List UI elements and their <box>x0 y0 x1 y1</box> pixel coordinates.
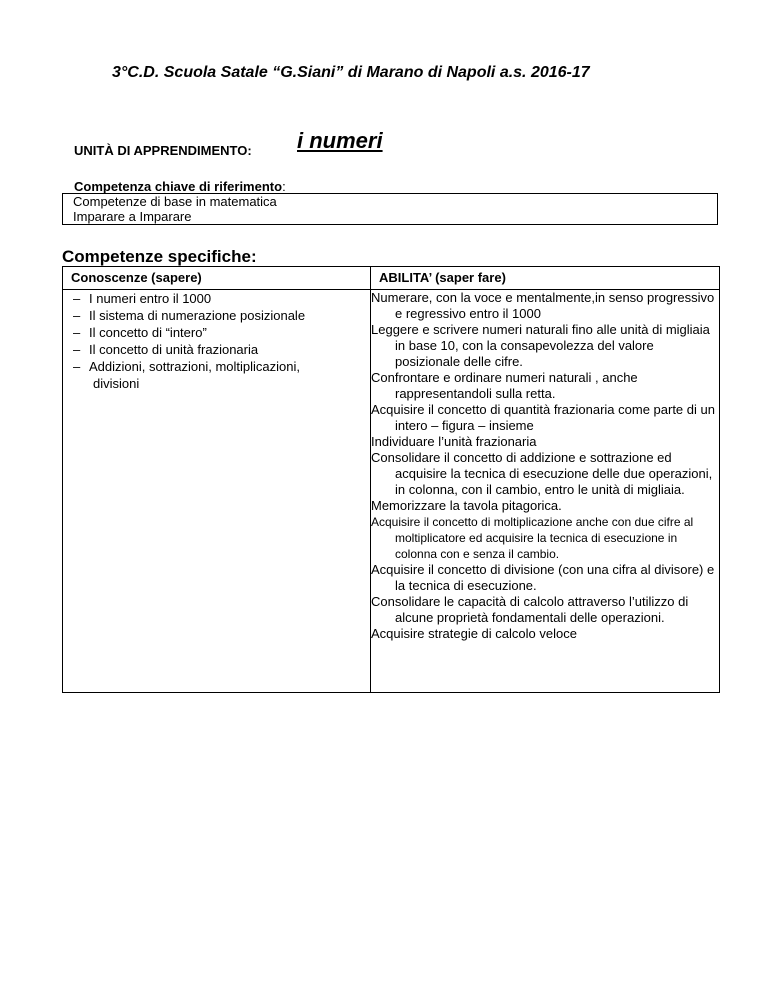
skill-item: Numerare, con la voce e mentalmente,in senso progressivo e regressivo entro il 1000 <box>371 290 715 321</box>
key-competence-item: Imparare a Imparare <box>73 209 192 224</box>
document-header: 3°C.D. Scuola Satale “G.Siani” di Marano di Napoli a.s. 2016-17 <box>112 64 590 81</box>
knowledge-item: – Il concetto di “intero” <box>73 324 370 341</box>
skill-item: Acquisire il concetto di moltiplicazione anche con due cifre al moltiplicatore ed acquisire la tecnica di esecuzione in colonna con e senza il cambio. <box>371 515 694 561</box>
knowledge-item: – Il concetto di unità frazionaria <box>73 341 370 358</box>
skill-item: Acquisire il concetto di quantità frazionaria come parte di un intero – figura – insieme <box>371 402 715 433</box>
knowledge-item-text: Addizioni, sottrazioni, moltiplicazioni, <box>89 359 300 374</box>
skill-item: Consolidare le capacità di calcolo attraverso l’utilizzo di alcune proprietà fondamentali delle operazioni. <box>371 594 689 625</box>
competences-table <box>62 266 720 693</box>
table-header-row <box>63 267 720 290</box>
skills-column-header: ABILITA’ (saper fare) <box>371 267 720 290</box>
key-competence-item: Competenze di base in matematica <box>73 194 277 209</box>
skill-item: Confrontare e ordinare numeri naturali , anche rappresentandoli sulla retta. <box>371 370 638 401</box>
knowledge-item: – Il sistema di numerazione posizionale <box>73 307 370 324</box>
key-competence-heading <box>74 179 286 194</box>
key-competence-colon: : <box>282 179 286 194</box>
skill-item: Individuare l’unità frazionaria <box>371 434 537 449</box>
knowledge-list <box>63 290 370 392</box>
knowledge-column-header: Conoscenze (sapere) <box>63 267 371 290</box>
key-competence-label: Competenza chiave di riferimento <box>74 179 283 194</box>
skill-item: Memorizzare la tavola pitagorica. <box>371 498 562 513</box>
learning-unit-title: i numeri <box>297 128 383 153</box>
specific-competences-title: Competenze specifiche: <box>62 247 257 266</box>
table-body-row <box>63 290 720 693</box>
learning-unit-label: UNITÀ DI APPRENDIMENTO: <box>74 143 252 158</box>
skill-item: Consolidare il concetto di addizione e sottrazione ed acquisire la tecnica di esecuzione delle due operazioni, in colonna, con il cambio, entro le unità di migliaia. <box>371 450 713 497</box>
skills-cell <box>371 290 720 693</box>
knowledge-item <box>73 358 370 392</box>
skill-item: Acquisire strategie di calcolo veloce <box>371 626 577 641</box>
knowledge-cell <box>63 290 371 693</box>
knowledge-item: – I numeri entro il 1000 <box>73 290 370 307</box>
key-competence-box <box>62 193 718 225</box>
knowledge-item-continuation: divisioni <box>93 376 140 391</box>
skill-item: Acquisire il concetto di divisione (con una cifra al divisore) e la tecnica di esecuzione. <box>371 562 715 593</box>
skill-item: Leggere e scrivere numeri naturali fino alle unità di migliaia in base 10, con la consapevolezza del valore posizionale delle cifre. <box>371 322 710 369</box>
